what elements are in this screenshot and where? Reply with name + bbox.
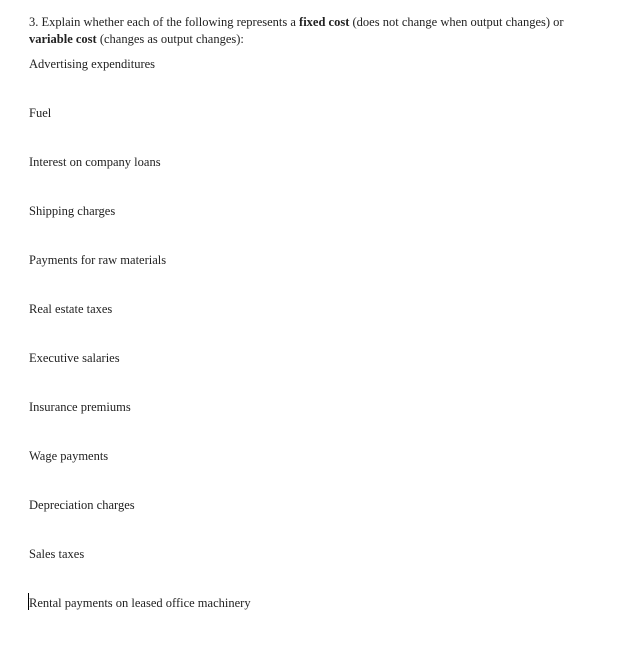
list-item: Depreciation charges xyxy=(29,498,135,512)
list-item: Wage payments xyxy=(29,449,109,463)
variable-cost-definition: (changes as output changes): xyxy=(96,32,244,46)
list-item: Payments for raw materials xyxy=(29,253,167,267)
list-item: Executive salaries xyxy=(29,351,120,365)
list-item: Real estate taxes xyxy=(29,302,113,316)
fixed-cost-definition: (does not change when output changes) or xyxy=(349,15,564,29)
text-cursor xyxy=(28,593,29,610)
cost-items-list xyxy=(29,56,251,644)
question-prefix: 3. Explain whether each of the following represents a xyxy=(29,15,300,29)
list-item: Interest on company loans xyxy=(29,155,161,169)
list-item: Fuel xyxy=(29,106,52,120)
variable-cost-term: variable cost xyxy=(29,32,97,46)
list-item: Sales taxes xyxy=(29,547,85,561)
list-item: Insurance premiums xyxy=(29,400,131,414)
question-prompt xyxy=(29,14,599,48)
fixed-cost-term: fixed cost xyxy=(299,15,350,29)
list-item: Shipping charges xyxy=(29,204,116,218)
list-item: Rental payments on leased office machinery xyxy=(29,596,251,610)
list-item: Advertising expenditures xyxy=(29,57,156,71)
